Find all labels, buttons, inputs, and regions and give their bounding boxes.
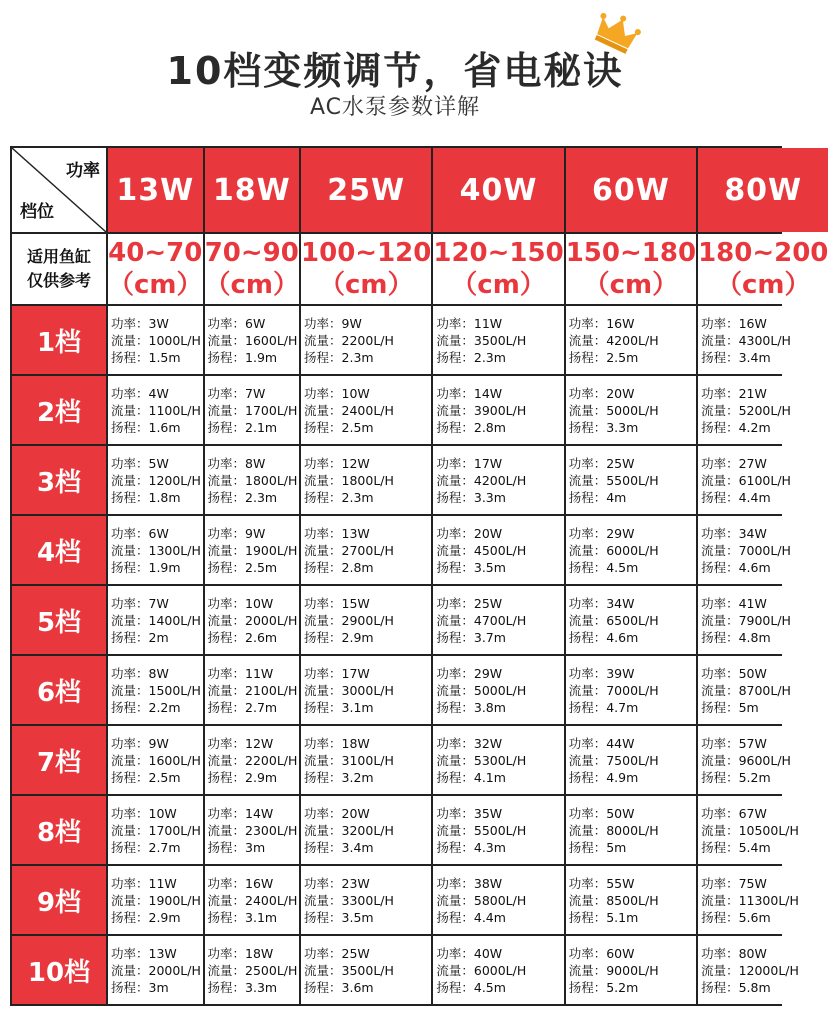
spec-cell [205,656,300,724]
spec-power: 功率：27W [701,455,767,471]
spec-head: 扬程：4.5m [436,979,506,995]
spec-power: 功率：67W [701,805,767,821]
spec-flow: 流量：5000L/H [436,682,527,698]
spec-cell [566,306,696,374]
spec-flow: 流量：8000L/H [568,822,659,838]
spec-flow: 流量：1100L/H [111,402,201,418]
spec-head: 扬程：2.9m [111,909,181,925]
spec-cell [108,866,203,934]
spec-flow: 流量：2700L/H [304,542,394,558]
spec-power: 功率：11W [436,315,503,331]
spec-flow: 流量：6500L/H [568,612,659,628]
spec-cell [433,936,563,1004]
spec-cell [205,376,300,444]
spec-power: 功率：29W [436,665,503,681]
tank-size-range: 180~200 [698,238,828,268]
spec-power: 功率：25W [304,945,370,961]
spec-cell [698,866,828,934]
spec-power: 功率：21W [701,385,767,401]
tank-size-range: 40~70 [108,238,203,268]
spec-power: 功率：7W [207,385,266,401]
spec-cell [205,306,300,374]
power-header-60w: 60W [566,148,696,232]
spec-power: 功率：9W [304,315,362,331]
spec-power: 功率：80W [701,945,767,961]
spec-cell [301,586,431,654]
spec-cell [301,306,431,374]
spec-cell [698,586,828,654]
spec-cell [108,586,203,654]
spec-cell [301,866,431,934]
spec-flow: 流量：1900L/H [111,892,201,908]
tank-label-line2: 仅供参考 [26,271,91,290]
spec-head: 扬程：5.8m [701,979,771,995]
spec-head: 扬程：2.3m [207,489,278,505]
tank-size-unit: （cm） [715,270,811,300]
spec-cell [205,446,300,514]
tank-size-label [12,234,106,304]
spec-head: 扬程：4.5m [568,559,639,575]
spec-power: 功率：9W [111,735,169,751]
spec-flow: 流量：7000L/H [568,682,659,698]
spec-power: 功率：20W [436,525,503,541]
spec-flow: 流量：7500L/H [568,752,659,768]
page-title: 10档变频调节，省电秘诀 [166,49,624,93]
spec-power: 功率：9W [207,525,266,541]
spec-power: 功率：6W [207,315,266,331]
spec-cell [301,796,431,864]
spec-head: 扬程：3.3m [436,489,506,505]
spec-flow: 流量：5000L/H [568,402,659,418]
spec-cell [433,376,563,444]
spec-power: 功率：16W [568,315,635,331]
spec-flow: 流量：3900L/H [436,402,527,418]
spec-cell [433,866,563,934]
spec-cell [108,726,203,794]
spec-cell [205,726,300,794]
spec-flow: 流量：1800L/H [207,472,298,488]
spec-flow: 流量：4700L/H [436,612,527,628]
spec-cell [301,656,431,724]
spec-flow: 流量：6100L/H [701,472,791,488]
spec-flow: 流量：7900L/H [701,612,791,628]
tank-size-cell [301,234,431,304]
spec-power: 功率：12W [207,735,274,751]
spec-flow: 流量：4500L/H [436,542,527,558]
spec-flow: 流量：9000L/H [568,962,659,978]
spec-head: 扬程：3.5m [304,909,374,925]
spec-head: 扬程：3.4m [304,839,374,855]
spec-head: 扬程：3.2m [304,769,374,785]
spec-power: 功率：75W [701,875,767,891]
pump-spec-table [10,146,828,1006]
tank-size-cell [698,234,828,304]
spec-head: 扬程：3m [207,839,266,855]
tank-size-cell [108,234,203,304]
power-header-80w: 80W [698,148,828,232]
spec-head: 扬程：1.9m [207,349,278,365]
spec-flow: 流量：2200L/H [304,332,394,348]
tank-size-range: 100~120 [301,238,432,268]
spec-cell [433,726,563,794]
spec-flow: 流量：9600L/H [701,752,791,768]
spec-power: 功率：3W [111,315,169,331]
spec-head: 扬程：3.5m [436,559,506,575]
spec-head: 扬程：2m [111,629,169,645]
spec-head: 扬程：3.6m [304,979,374,995]
spec-flow: 流量：2000L/H [207,612,298,628]
spec-power: 功率：50W [701,665,767,681]
spec-power: 功率：16W [701,315,767,331]
spec-head: 扬程：2.8m [436,419,506,435]
tank-size-unit: （cm） [204,270,300,300]
spec-head: 扬程：4.4m [436,909,506,925]
spec-power: 功率：60W [568,945,635,961]
spec-power: 功率：11W [111,875,177,891]
spec-power: 功率：34W [568,595,635,611]
spec-cell [205,866,300,934]
spec-head: 扬程：2.7m [207,699,278,715]
spec-power: 功率：10W [207,595,274,611]
spec-head: 扬程：1.5m [111,349,181,365]
spec-power: 功率：29W [568,525,635,541]
power-header-25w: 25W [301,148,431,232]
crown-icon [593,10,639,58]
corner-level-label: 档位 [20,202,54,222]
spec-cell [698,306,828,374]
spec-cell [205,936,300,1004]
spec-power: 功率：17W [436,455,503,471]
spec-power: 功率：6W [111,525,169,541]
spec-power: 功率：12W [304,455,370,471]
spec-power: 功率：14W [436,385,503,401]
spec-head: 扬程：2.3m [304,489,374,505]
spec-cell [433,516,563,584]
level-header: 2档 [12,376,106,444]
spec-flow: 流量：2200L/H [207,752,298,768]
level-header: 9档 [12,866,106,934]
spec-power: 功率：11W [207,665,274,681]
spec-cell [108,796,203,864]
spec-power: 功率：32W [436,735,503,751]
spec-flow: 流量：1200L/H [111,472,201,488]
level-header: 5档 [12,586,106,654]
spec-power: 功率：25W [436,595,503,611]
spec-cell [301,446,431,514]
spec-flow: 流量：12000L/H [701,962,799,978]
tank-size-unit: （cm） [583,270,679,300]
spec-head: 扬程：3.1m [207,909,278,925]
power-header-40w: 40W [433,148,563,232]
spec-flow: 流量：5300L/H [436,752,527,768]
spec-head: 扬程：2.2m [111,699,181,715]
spec-power: 功率：8W [207,455,266,471]
spec-cell [301,936,431,1004]
spec-cell [566,516,696,584]
spec-cell [698,516,828,584]
spec-head: 扬程：4.4m [701,489,771,505]
spec-head: 扬程：1.9m [111,559,181,575]
tank-size-cell [433,234,563,304]
spec-cell [301,376,431,444]
spec-flow: 流量：1600L/H [207,332,298,348]
spec-head: 扬程：3.4m [701,349,771,365]
table-corner-header [12,148,106,232]
spec-cell [108,656,203,724]
spec-head: 扬程：5.6m [701,909,771,925]
spec-power: 功率：39W [568,665,635,681]
spec-cell [108,306,203,374]
spec-flow: 流量：5800L/H [436,892,527,908]
spec-cell [108,936,203,1004]
spec-head: 扬程：4.9m [568,769,639,785]
spec-head: 扬程：2.9m [304,629,374,645]
spec-flow: 流量：1000L/H [111,332,201,348]
spec-cell [301,726,431,794]
tank-size-cell [566,234,696,304]
spec-head: 扬程：2.3m [436,349,506,365]
page-subtitle: AC水泵参数详解 [309,95,481,120]
spec-flow: 流量：3500L/H [436,332,527,348]
tank-size-unit: （cm） [318,270,414,300]
spec-flow: 流量：2400L/H [304,402,394,418]
spec-flow: 流量：8700L/H [701,682,791,698]
spec-head: 扬程：5.1m [568,909,639,925]
spec-power: 功率：4W [111,385,169,401]
spec-head: 扬程：2.5m [111,769,181,785]
tank-size-unit: （cm） [108,270,203,300]
spec-head: 扬程：4.6m [568,629,639,645]
spec-power: 功率：34W [701,525,767,541]
spec-power: 功率：50W [568,805,635,821]
spec-power: 功率：35W [436,805,503,821]
spec-cell [433,796,563,864]
spec-flow: 流量：4200L/H [568,332,659,348]
spec-flow: 流量：1400L/H [111,612,201,628]
spec-cell [698,656,828,724]
spec-flow: 流量：1800L/H [304,472,394,488]
spec-power: 功率：25W [568,455,635,471]
tank-label-line1: 适用鱼缸 [26,247,91,266]
spec-cell [433,446,563,514]
spec-flow: 流量：5500L/H [436,822,527,838]
spec-head: 扬程：3.8m [436,699,506,715]
spec-head: 扬程：4.1m [436,769,506,785]
spec-flow: 流量：5200L/H [701,402,791,418]
spec-cell [566,866,696,934]
level-header: 4档 [12,516,106,584]
spec-power: 功率：13W [304,525,370,541]
spec-cell [566,726,696,794]
level-header: 10档 [12,936,106,1004]
spec-cell [301,516,431,584]
spec-power: 功率：5W [111,455,169,471]
spec-head: 扬程：4.6m [701,559,771,575]
spec-power: 功率：8W [111,665,169,681]
spec-head: 扬程：3.1m [304,699,374,715]
spec-cell [698,726,828,794]
level-header: 6档 [12,656,106,724]
spec-power: 功率：18W [207,945,274,961]
spec-head: 扬程：5m [568,839,627,855]
spec-power: 功率：57W [701,735,767,751]
spec-flow: 流量：2500L/H [207,962,298,978]
spec-flow: 流量：4300L/H [701,332,791,348]
spec-power: 功率：17W [304,665,370,681]
spec-flow: 流量：11300L/H [701,892,799,908]
tank-size-cell [205,234,300,304]
spec-head: 扬程：3m [111,979,169,995]
power-header-13w: 13W [108,148,203,232]
power-header-18w: 18W [205,148,300,232]
spec-head: 扬程：4.2m [701,419,771,435]
spec-flow: 流量：2900L/H [304,612,394,628]
spec-cell [566,446,696,514]
spec-flow: 流量：5500L/H [568,472,659,488]
spec-head: 扬程：5.4m [701,839,771,855]
spec-power: 功率：20W [304,805,370,821]
spec-power: 功率：16W [207,875,274,891]
spec-head: 扬程：2.7m [111,839,181,855]
spec-head: 扬程：5m [701,699,759,715]
level-header: 1档 [12,306,106,374]
corner-power-label: 功率 [66,161,100,181]
spec-cell [698,376,828,444]
spec-flow: 流量：8500L/H [568,892,659,908]
spec-cell [108,446,203,514]
spec-head: 扬程：5.2m [701,769,771,785]
spec-cell [205,516,300,584]
spec-head: 扬程：3.3m [568,419,639,435]
spec-power: 功率：15W [304,595,370,611]
spec-flow: 流量：3000L/H [304,682,394,698]
spec-head: 扬程：5.2m [568,979,639,995]
tank-size-unit: （cm） [451,270,546,300]
level-header: 3档 [12,446,106,514]
spec-flow: 流量：1700L/H [207,402,298,418]
spec-power: 功率：20W [568,385,635,401]
spec-power: 功率：41W [701,595,767,611]
spec-head: 扬程：4.7m [568,699,639,715]
spec-flow: 流量：3100L/H [304,752,394,768]
spec-head: 扬程：4.3m [436,839,506,855]
spec-head: 扬程：2.1m [207,419,278,435]
spec-cell [433,656,563,724]
spec-power: 功率：7W [111,595,169,611]
spec-power: 功率：14W [207,805,274,821]
spec-head: 扬程：2.8m [304,559,374,575]
spec-head: 扬程：1.8m [111,489,181,505]
spec-cell [566,656,696,724]
spec-power: 功率：40W [436,945,503,961]
spec-head: 扬程：2.5m [304,419,374,435]
spec-power: 功率：10W [304,385,370,401]
spec-head: 扬程：2.3m [304,349,374,365]
spec-cell [108,376,203,444]
spec-cell [566,936,696,1004]
spec-flow: 流量：7000L/H [701,542,791,558]
spec-cell [205,586,300,654]
spec-flow: 流量：2400L/H [207,892,298,908]
level-header: 8档 [12,796,106,864]
spec-power: 功率：18W [304,735,370,751]
spec-head: 扬程：3.3m [207,979,278,995]
spec-flow: 流量：10500L/H [701,822,799,838]
spec-cell [566,376,696,444]
spec-flow: 流量：1600L/H [111,752,201,768]
spec-flow: 流量：3300L/H [304,892,394,908]
spec-cell [698,796,828,864]
spec-head: 扬程：2.9m [207,769,278,785]
spec-flow: 流量：1900L/H [207,542,298,558]
spec-cell [698,936,828,1004]
spec-head: 扬程：4.8m [701,629,771,645]
tank-size-range: 70~90 [204,238,299,268]
spec-head: 扬程：1.6m [111,419,181,435]
spec-head: 扬程：2.6m [207,629,278,645]
spec-flow: 流量：6000L/H [436,962,527,978]
spec-head: 扬程：3.7m [436,629,506,645]
spec-flow: 流量：1700L/H [111,822,201,838]
spec-flow: 流量：2100L/H [207,682,298,698]
spec-cell [566,586,696,654]
spec-power: 功率：38W [436,875,503,891]
spec-cell [433,586,563,654]
spec-flow: 流量：1300L/H [111,542,201,558]
spec-power: 功率：44W [568,735,635,751]
spec-head: 扬程：4m [568,489,627,505]
spec-power: 功率：55W [568,875,635,891]
level-header: 7档 [12,726,106,794]
spec-flow: 流量：2000L/H [111,962,201,978]
spec-power: 功率：13W [111,945,177,961]
spec-cell [698,446,828,514]
spec-flow: 流量：2300L/H [207,822,298,838]
spec-head: 扬程：2.5m [207,559,278,575]
spec-cell [205,796,300,864]
spec-flow: 流量：4200L/H [436,472,527,488]
spec-flow: 流量：3200L/H [304,822,394,838]
tank-size-range: 150~180 [565,238,697,268]
spec-flow: 流量：3500L/H [304,962,394,978]
spec-cell [108,516,203,584]
spec-flow: 流量：1500L/H [111,682,201,698]
spec-power: 功率：10W [111,805,177,821]
spec-power: 功率：23W [304,875,370,891]
tank-size-range: 120~150 [433,238,564,268]
spec-head: 扬程：2.5m [568,349,639,365]
spec-cell [433,306,563,374]
spec-cell [566,796,696,864]
spec-flow: 流量：6000L/H [568,542,659,558]
